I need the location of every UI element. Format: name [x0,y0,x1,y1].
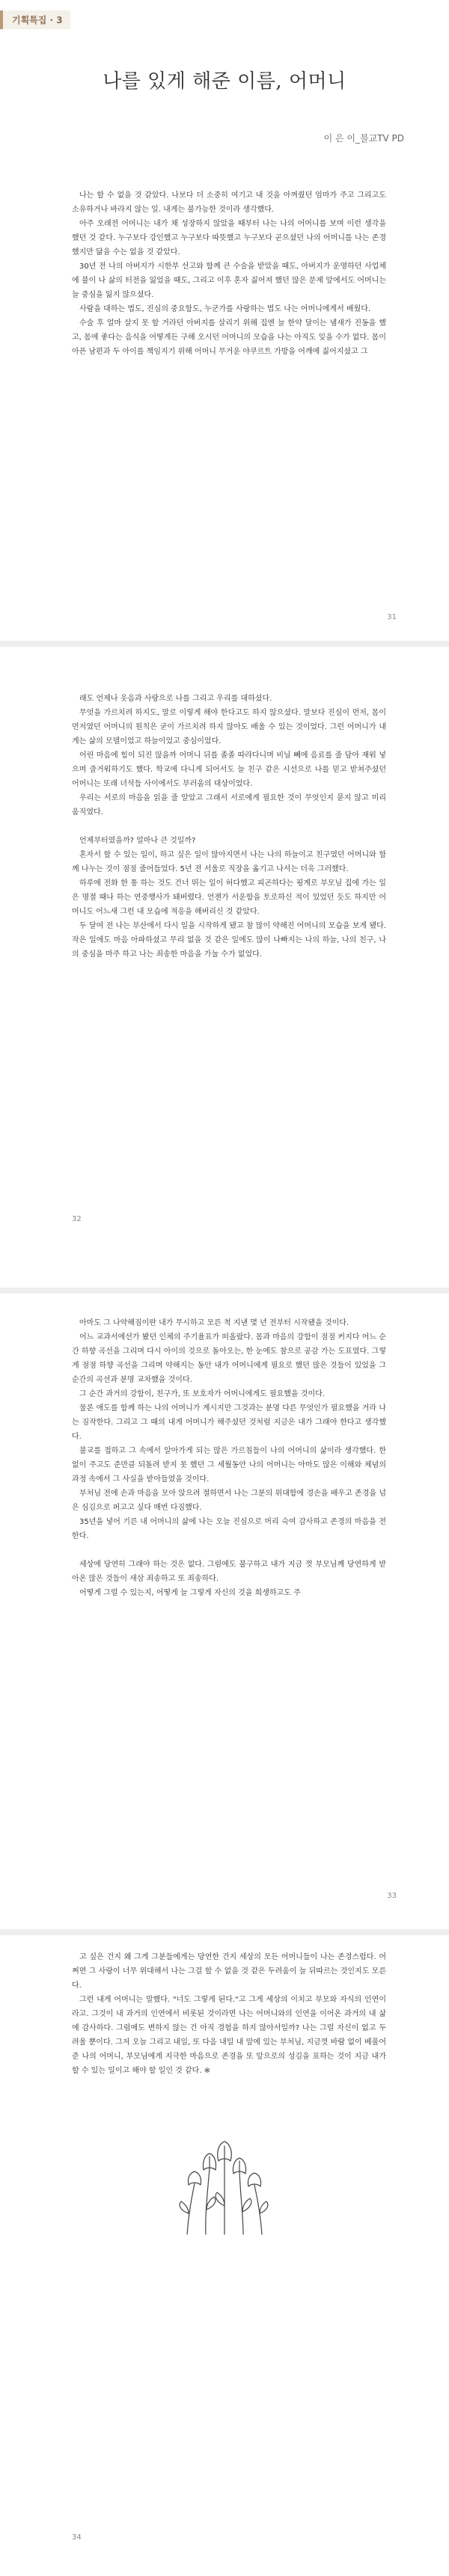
page-32 [0,647,449,1288]
page-34 [0,1935,449,2576]
article-body-1 [72,188,386,359]
paragraph: 어린 마음에 힘이 되진 않을까 어머니 뒤를 졸졸 따라다니며 비닐 뻬에 음료를 줄 담아 재워 넣으며 즐거워하기도 했다. 학교에 다니게 되어서도 늘 친구 같은 시선으로 나를 믿고 받쳐주셨던 어머니는 또래 녀석들 사이에서도 부러움의 대상이었다. [72,751,386,788]
flower-illustration [172,2139,277,2236]
paragraph: 물론 애도를 함께 하는 나의 어머니가 계시지만 그것과는 분명 다른 무엇인가 필요했을 거라 나는 짐작한다. 그리고 그 때의 내게 어머니가 해주셨던 것처럼 지금은 내가 그래야 한다고 생각했다. [72,1404,386,1441]
paragraph: 35년을 넣어 기른 내 어머니의 삶에 나는 오늘 진심으로 머리 숙여 감사하고 존경의 마음을 전한다. [72,1518,386,1540]
page-divider [0,1929,449,1935]
leaf [260,2201,268,2213]
paragraph: 세상에 당연히 그래야 하는 것은 없다. 그럼에도 불구하고 내가 지금 껏 부모님께 당연하게 받아온 많은 것들이 새삼 죄송하고 또 죄송하다. [72,1561,386,1583]
flower-head [248,2173,260,2186]
stem [254,2185,262,2234]
leaf [216,2192,224,2206]
paragraph: 두 달여 전 나는 부산에서 다시 일을 시작하게 됐고 참 많이 약해진 어머니의 모습을 보게 됐다. 작은 일에도 마음 아파하셨고 무리 없을 것 같은 일에도 많이 나빠지는 나의 하늘, 나의 친구, 나의 중심을 마주 하고 나는 죄송한 마음을 가눌 수가 없었다. [72,922,386,959]
paragraph: 어느 교과서에선가 봤던 인체의 주기율표가 떠올랐다. 몸과 마음의 강함이 점점 커지다 어느 순간 하향 곡선을 그리며 다시 아이의 것으로 돌아오는, 한 눈에도 참으로 공감 가는 도표였다. 그렇게 점점 하향 곡선을 그리며 약해지는 동안 내가 어머니에게 필요로 했던 많은 것들이 있었을 그 순간의 곡선과 분명 교차했을 것이다. [72,1333,386,1384]
paragraph: 수술 후 얼마 살지 못 할 거라던 아버지를 살리기 위해 집엔 늘 한약 달이는 냄새가 진동을 했고, 몸에 좋다는 음식을 어떻게든 구해 오시던 어머니의 모습을 나는 아직도 잊을 수가 없다. 몸이 아픈 남편과 두 아이를 책임지기 위해 어머니 무거운 야쿠르트 가방을 어깨에 짊어지셨고 그 [72,319,386,356]
page-divider [0,1288,449,1294]
paragraph: 그 순간 과거의 강함이, 친구가, 또 보호자가 어머니에게도 필요했을 것이다. [79,1390,325,1398]
paragraph: 사람을 대하는 법도, 진심의 중요함도, 누군가를 사랑하는 법도 나는 어머니에게서 배웠다. [79,305,371,313]
paragraph: 나는 할 수 없을 것 같았다. 나보다 더 소중히 여기고 내 것을 아껴줬던 엄마가 주고 그리고도 소유하거나 바라지 않는 일. 내게는 불가능한 것이라 생각했다. [72,191,386,214]
paragraph: 아마도 그 나약해짐이란 내가 무시하고 모른 척 지낸 몇 년 전부터 시작됐을 것이다. [79,1319,349,1327]
section-tag: 기획특집 · 3 [0,10,70,29]
page-33 [0,1294,449,1934]
paragraph: 어떻게 그럴 수 있는지, 어떻게 늘 그렇게 자신의 것을 희생하고도 주 [79,1589,301,1597]
flower-head [188,2171,201,2185]
page-number: 31 [387,613,397,621]
paragraph: 하루에 전화 한 통 하는 것도 건너 뛰는 일이 허다했고 피곤하다는 핑계로 부모님 집에 가는 일은 명절 때나 하는 연중행사가 돼버렸다. 언젠가 서운함을 토로하신 적이 있었던 듯도 하지만 어머니도 어느새 그런 내 모습에 적응을 해버리신 것 같았다. [72,879,386,916]
leaf [180,2201,189,2213]
paragraph: 언제부터였을까? 얼마나 큰 것일까? [79,837,196,845]
page-number: 33 [387,1892,397,1900]
paragraph: 그런 내게 어머니는 말했다. "너도 그렇게 된다."고 그게 세상의 이치고 부모와 자식의 인연이라고. 그것이 내 과거의 인연에서 비롯된 것이라면 나는 어머니와의 인연을 이어온 과거의 내 삶에 감사하다. 그럼에도 변하지 않는 건 아직 경험을 하지 않아서일까? 나는 그럴 자신이 없고 두려울 뿐이다. 그저 오늘 그리고 내일, 또 다음 내일 내 앞에 있는 부처님, 지금껏 바람 없이 베풀어 준 나의 어머니, 부모님에게 지극한 마음으로 존경을 또 앞으로의 성김을 표하는 것이 지금 내가 할 수 있는 일이고 해야 할 일인 것 같다. ※ [72,1996,386,2075]
paragraph: 혼자서 할 수 있는 일이, 하고 싶은 일이 많아지면서 나는 나의 하늘이고 친구였던 어머니와 함께 나누는 것이 점점 줄어들었다. 5년 전 서울로 직장을 옮기고 나서는 더욱 그러했다. [72,851,386,873]
page-divider [0,641,449,647]
paragraph: 무엇을 가르치려 하지도, 말로 이렇게 해야 한다고도 하지 않으셨다. 말보다 진심이 먼저, 몸이 먼저였던 어머니의 원칙은 굳이 가르치려 하지 않아도 배울 수 있는 것이었다. 그런 어머니가 내게는 삶의 모델이었고 하늘이었고 중심이었다. [72,709,386,746]
article-title: 나를 있게 해준 이름, 어머니 [103,70,346,93]
stem [239,2172,243,2234]
paragraph: 30년 전 나의 아버지가 시한부 선고와 함께 큰 수술을 받았을 때도, 아버지가 운영하던 사업체에 불이 나 삶의 터전을 잃었을 때도, 그리고 이후 혼자 짊어져 했던 많은 문제 앞에서도 어머니는 늘 중심을 잃지 않으셨다. [72,262,386,299]
article-body-3 [72,1316,386,1600]
paragraph: 래도 언제나 웃음과 사랑으로 나를 그리고 우리를 대하셨다. [79,695,272,703]
paragraph: 불교를 접하고 그 속에서 알아가게 되는 많은 가르침들이 나의 어머니의 삶이라 생각했다. 한 없이 주고도 준만큼 되돌려 받지 못 했던 그 세월동안 나의 어머니는 아마도 많은 이해와 체념의 과정 속에서 그 사실을 받아들였을 것이다. [72,1447,386,1484]
article-body-4 [72,1950,386,2078]
leaf [207,2197,216,2210]
paragraph: 고 싶은 건지 왜 그게 그분들에게는 당연한 건지 세상의 모든 어머니들이 나는 존경스럽다. 어쩌면 그 사랑이 너무 위대해서 나는 그걸 할 수 없을 것 같은 두려움이 늘 뒤따르는 것인지도 모른다. [72,1953,386,1990]
paragraph: 우리는 서로의 마음을 읽을 줄 알았고 그래서 서로에게 필요한 것이 무엇인지 묻지 않고 미리 움직였다. [72,794,386,817]
page-number: 32 [72,1215,82,1223]
author-byline: 이 은 이_불교TV PD [323,133,404,144]
paragraph: 아주 오래전 어머니는 내가 채 성장하지 않았을 때부터 나는 나의 어머니를 보며 이런 생각을 했던 것 같다. 누구보다 강인했고 누구보다 따뜻했고 누구보다 곧으셨던 나의 어머니를 나는 존경했지만 닮을 수는 없을 것 같았다. [72,220,386,256]
paragraph: 부처님 전에 손과 마음을 모아 앉으려 절하면서 나는 그분의 위대함에 경손을 배우고 존경을 넘은 심김으로 퍼고고 싶다 매번 다짐했다. [72,1490,386,1512]
page-31 [0,0,449,641]
leaf [242,2198,251,2212]
page-number: 34 [72,2533,82,2542]
article-body-2 [72,692,386,962]
